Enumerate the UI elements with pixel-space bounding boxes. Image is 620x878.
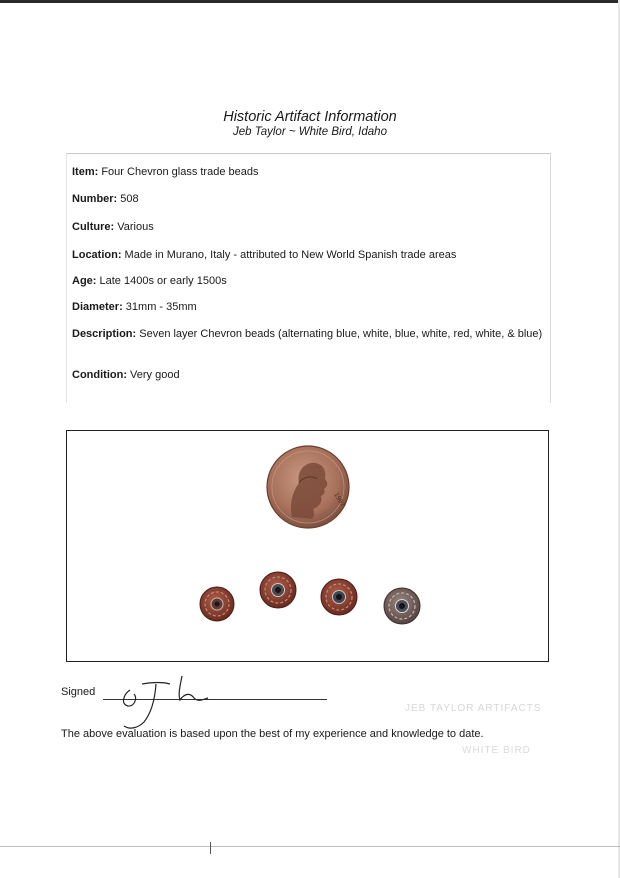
field-description-value: Seven layer Chevron beads (alternating blue, white, blue, white, red, white, & blue) xyxy=(136,328,543,340)
scan-bottom-line xyxy=(0,846,620,847)
info-frame-left xyxy=(66,153,67,403)
field-culture xyxy=(72,221,154,234)
chevron-bead-1 xyxy=(200,587,234,621)
artifact-photo xyxy=(66,430,549,662)
field-description-label: Description: xyxy=(72,328,137,340)
field-diameter xyxy=(72,301,197,314)
field-diameter-value: 31mm - 35mm xyxy=(122,301,197,313)
info-frame-right xyxy=(550,153,551,403)
artifact-photo-drawing xyxy=(67,431,548,661)
chevron-bead-4 xyxy=(384,588,420,624)
chevron-bead-2 xyxy=(260,572,296,608)
bleed-through-text-2: WHITE BIRD xyxy=(462,745,531,756)
scan-bottom-tick xyxy=(210,842,211,854)
signed-label: Signed xyxy=(61,686,96,698)
field-age-label: Age: xyxy=(72,275,97,287)
field-condition-label: Condition: xyxy=(72,369,127,381)
info-frame-top xyxy=(66,153,550,154)
signature-drawing xyxy=(108,672,218,732)
field-item-value: Four Chevron glass trade beads xyxy=(98,166,259,178)
chevron-bead-3 xyxy=(321,579,357,615)
field-description xyxy=(72,328,550,341)
field-number xyxy=(72,193,139,206)
disclaimer-text: The above evaluation is based upon the best of my experience and knowledge to date. xyxy=(61,728,484,740)
field-number-label: Number: xyxy=(72,193,118,205)
field-age-value: Late 1400s or early 1500s xyxy=(96,275,227,287)
penny-coin xyxy=(267,446,349,528)
field-culture-value: Various xyxy=(114,221,154,233)
field-item xyxy=(72,166,258,179)
bleed-through-text-1: JEB TAYLOR ARTIFACTS xyxy=(405,703,542,714)
field-number-value: 508 xyxy=(117,193,139,205)
document-subtitle: Jeb Taylor ~ White Bird, Idaho xyxy=(233,126,387,138)
coin-date: 1967 xyxy=(332,491,346,509)
field-culture-label: Culture: xyxy=(72,221,115,233)
field-location xyxy=(72,249,456,262)
field-diameter-label: Diameter: xyxy=(72,301,123,313)
field-age xyxy=(72,275,227,288)
field-item-label: Item: xyxy=(72,166,99,178)
field-location-value: Made in Murano, Italy - attributed to New World Spanish trade areas xyxy=(121,249,457,261)
field-condition xyxy=(72,369,180,382)
scan-edge-top xyxy=(0,0,620,3)
field-location-label: Location: xyxy=(72,249,122,261)
field-condition-value: Very good xyxy=(126,369,180,381)
document-title: Historic Artifact Information xyxy=(223,109,397,125)
